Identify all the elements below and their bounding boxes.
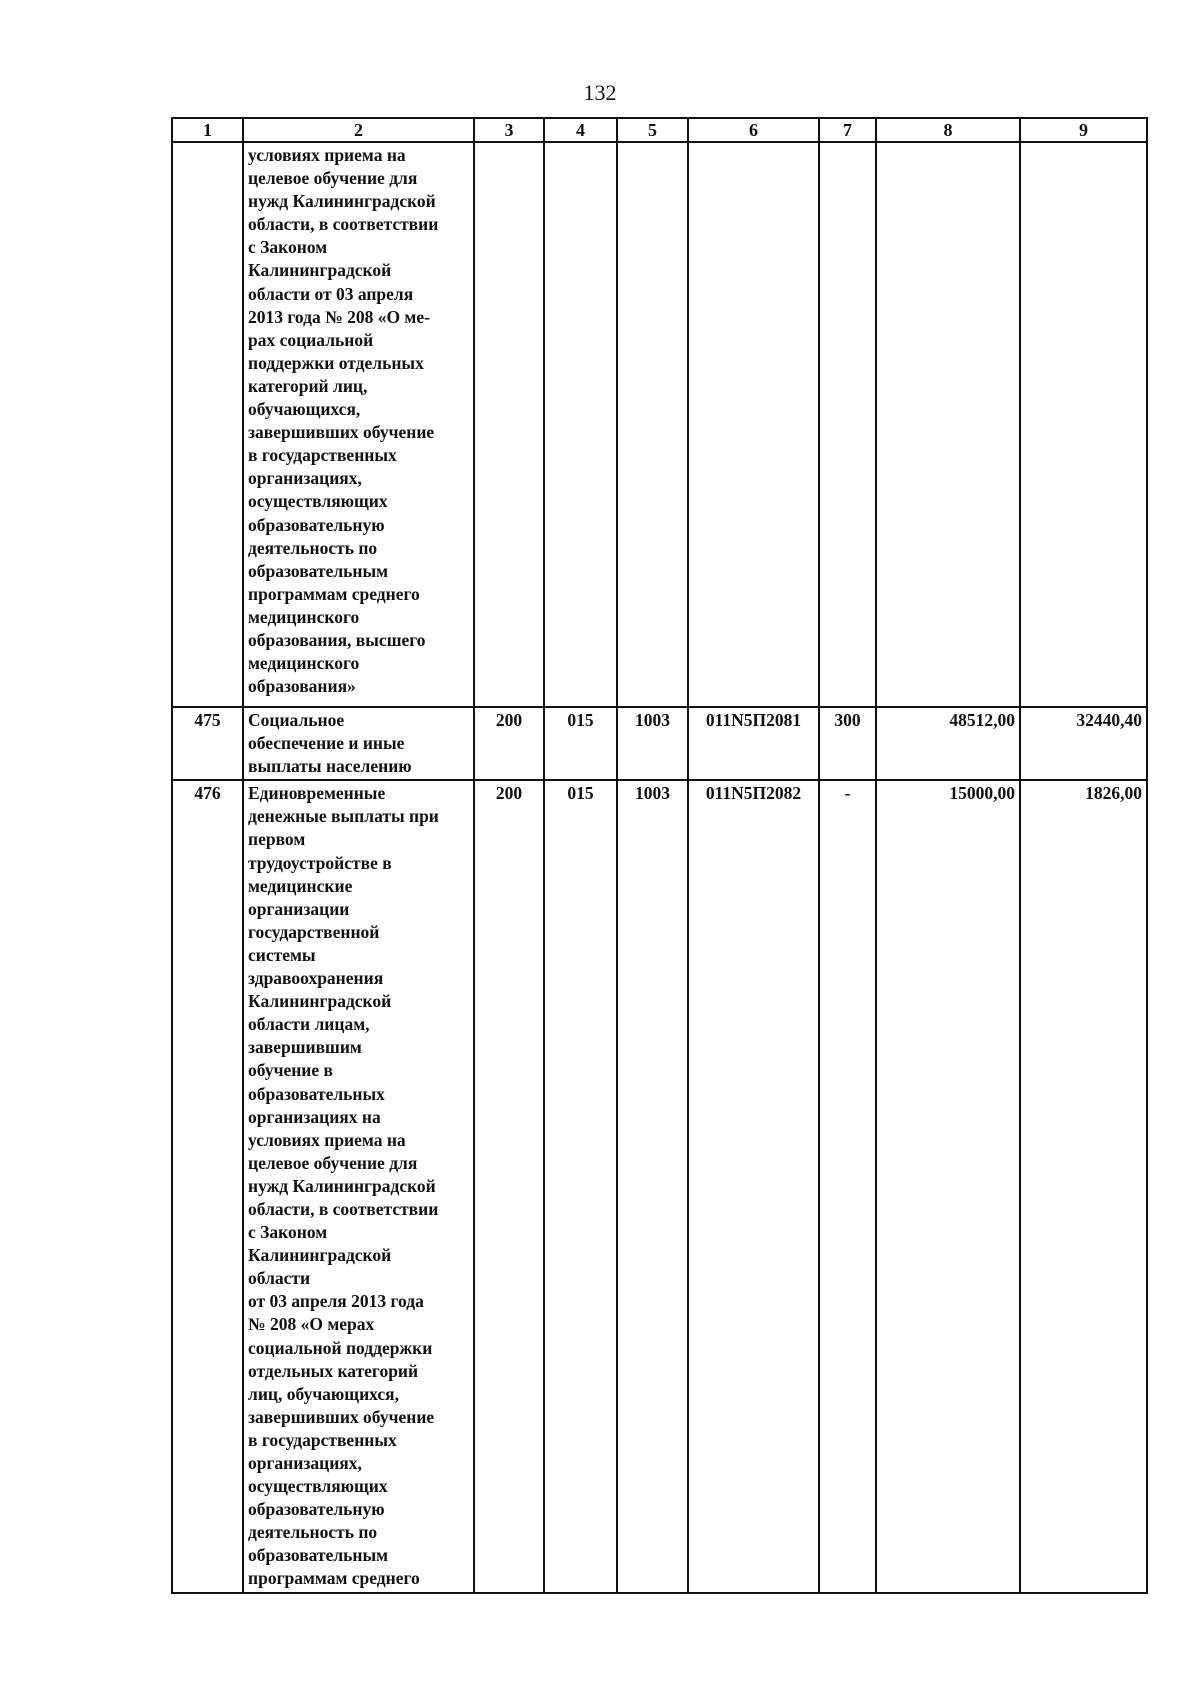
header-col-1: 1 bbox=[172, 118, 243, 142]
header-col-6: 6 bbox=[688, 118, 819, 142]
cell-col-7: - bbox=[819, 780, 876, 1592]
cell-col-6: 011N5П2082 bbox=[688, 780, 819, 1592]
cell-col-5: 1003 bbox=[617, 707, 688, 780]
cell-col-9: 1826,00 bbox=[1020, 780, 1147, 1592]
header-col-8: 8 bbox=[876, 118, 1020, 142]
cell-col-4: 015 bbox=[544, 707, 617, 780]
cell-col-3: 200 bbox=[474, 707, 544, 780]
header-col-2: 2 bbox=[243, 118, 474, 142]
cell-col-3: 200 bbox=[474, 780, 544, 1592]
row-description-text: Социальное обеспечение и иные выплаты населению bbox=[248, 710, 412, 777]
cell-col-9: 32440,40 bbox=[1020, 707, 1147, 780]
cell-col-6 bbox=[688, 142, 819, 707]
row-number bbox=[172, 142, 243, 707]
cell-col-8: 15000,00 bbox=[876, 780, 1020, 1592]
header-col-7: 7 bbox=[819, 118, 876, 142]
table-row bbox=[172, 780, 1147, 1592]
cell-col-4 bbox=[544, 142, 617, 707]
cell-col-5: 1003 bbox=[617, 780, 688, 1592]
row-description-text: Единовременные денежные выплаты при первом трудоустройстве в медицинские организации государственной системы здравоохранения Калининградской области лицам, завершившим обучение в образовательных организациях на условиях приема на целевое обучение для нужд Калининградской области, в соответствии с Законом Калининградской области от 03 апреля 2013 года № 208 «О мерах социальной поддержки отдельных категорий лиц, обучающихся, завершивших обучение в государственных организациях, осуществляющих образовательную деятельность по образовательным программам среднего bbox=[248, 783, 439, 1589]
header-col-5: 5 bbox=[617, 118, 688, 142]
cell-col-8: 48512,00 bbox=[876, 707, 1020, 780]
cell-col-8 bbox=[876, 142, 1020, 707]
table-row bbox=[172, 142, 1147, 707]
cell-col-7 bbox=[819, 142, 876, 707]
row-description-text: условиях приема на целевое обучение для нужд Калининградской области, в соответствии с Законом Калининградской области от 03 апреля 2013 года № 208 «О ме- рах социальной поддержки отдельных категорий лиц, обучающихся, завершивших обучение в государственных организациях, осуществляющих образовательную деятельность по образовательным программам среднего медицинского образования, высшего медицинского образования» bbox=[248, 145, 439, 697]
table-header-row bbox=[172, 118, 1147, 142]
cell-col-4: 015 bbox=[544, 780, 617, 1592]
header-col-3: 3 bbox=[474, 118, 544, 142]
header-col-9: 9 bbox=[1020, 118, 1147, 142]
cell-col-3 bbox=[474, 142, 544, 707]
row-description bbox=[243, 142, 474, 707]
budget-table bbox=[171, 117, 1148, 1594]
row-description bbox=[243, 780, 474, 1592]
cell-col-9 bbox=[1020, 142, 1147, 707]
row-number: 476 bbox=[172, 780, 243, 1592]
cell-col-7: 300 bbox=[819, 707, 876, 780]
table-row bbox=[172, 707, 1147, 780]
page-number: 132 bbox=[583, 80, 617, 105]
cell-col-5 bbox=[617, 142, 688, 707]
row-number: 475 bbox=[172, 707, 243, 780]
header-col-4: 4 bbox=[544, 118, 617, 142]
cell-col-6: 011N5П2081 bbox=[688, 707, 819, 780]
row-description bbox=[243, 707, 474, 780]
